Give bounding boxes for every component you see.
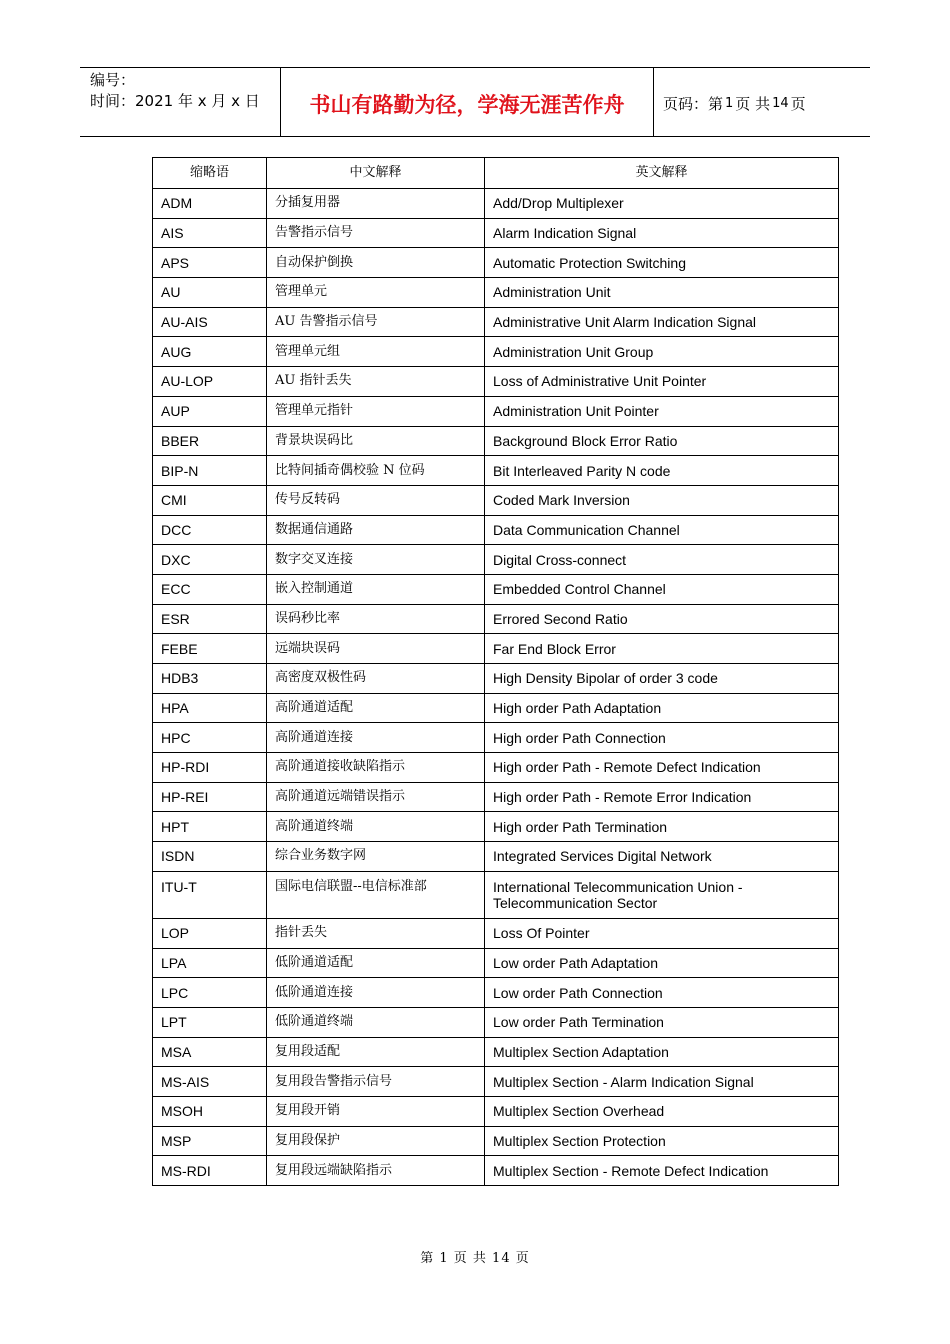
chinese-cell: 低阶通道适配 <box>267 948 485 978</box>
table-row <box>153 918 839 948</box>
table-row <box>153 515 839 545</box>
chinese-cell: 远端块误码 <box>267 634 485 664</box>
chinese-cell: 传号反转码 <box>267 485 485 515</box>
document-number: 编号： <box>90 71 136 89</box>
abbreviation-cell: HPA <box>153 693 267 723</box>
abbreviation-cell: AUG <box>153 337 267 367</box>
english-cell: Administration Unit <box>485 278 839 308</box>
table-row <box>153 1067 839 1097</box>
english-cell: Low order Path Termination <box>485 1007 839 1037</box>
abbreviation-cell: ISDN <box>153 842 267 872</box>
english-cell: Far End Block Error <box>485 634 839 664</box>
chinese-cell: 综合业务数字网 <box>267 842 485 872</box>
english-cell: Administration Unit Group <box>485 337 839 367</box>
chinese-cell: 高密度双极性码 <box>267 664 485 694</box>
chinese-cell: 复用段保护 <box>267 1126 485 1156</box>
english-cell: Bit Interleaved Parity N code <box>485 456 839 486</box>
english-cell: Loss of Administrative Unit Pointer <box>485 367 839 397</box>
table-row <box>153 1007 839 1037</box>
chinese-cell: AU 指针丢失 <box>267 367 485 397</box>
header-page-indicator <box>654 68 870 136</box>
chinese-cell: 管理单元 <box>267 278 485 308</box>
abbreviation-cell: FEBE <box>153 634 267 664</box>
english-cell: Low order Path Connection <box>485 978 839 1008</box>
english-cell: Loss Of Pointer <box>485 918 839 948</box>
chinese-cell: 数字交叉连接 <box>267 545 485 575</box>
chinese-cell: 复用段适配 <box>267 1037 485 1067</box>
abbreviation-cell: HP-REI <box>153 782 267 812</box>
english-cell: Data Communication Channel <box>485 515 839 545</box>
abbreviation-cell: LPC <box>153 978 267 1008</box>
english-cell: Digital Cross-connect <box>485 545 839 575</box>
abbreviation-cell: AIS <box>153 218 267 248</box>
abbreviation-cell: BIP-N <box>153 456 267 486</box>
english-cell: Multiplex Section - Alarm Indication Signal <box>485 1067 839 1097</box>
table-row <box>153 753 839 783</box>
table-row <box>153 396 839 426</box>
table-row <box>153 634 839 664</box>
abbreviation-cell: ECC <box>153 574 267 604</box>
table-row <box>153 1096 839 1126</box>
table-row <box>153 723 839 753</box>
chinese-cell: 复用段开销 <box>267 1096 485 1126</box>
page-suffix: 页 <box>790 94 806 113</box>
abbreviation-cell: MSOH <box>153 1096 267 1126</box>
chinese-cell: 自动保护倒换 <box>267 248 485 278</box>
page-current: 1 <box>725 95 734 111</box>
chinese-cell: 复用段告警指示信号 <box>267 1067 485 1097</box>
table-row <box>153 1126 839 1156</box>
abbreviation-cell: ADM <box>153 189 267 219</box>
english-cell: Low order Path Adaptation <box>485 948 839 978</box>
abbreviation-table <box>152 157 839 1186</box>
table-header-row <box>153 158 839 189</box>
chinese-cell: 高阶通道接收缺陷指示 <box>267 753 485 783</box>
abbreviation-cell: AUP <box>153 396 267 426</box>
table-row <box>153 812 839 842</box>
english-cell: Administration Unit Pointer <box>485 396 839 426</box>
table-row <box>153 426 839 456</box>
table-row <box>153 1156 839 1186</box>
table-row <box>153 367 839 397</box>
english-cell: High order Path - Remote Error Indication <box>485 782 839 812</box>
abbreviation-cell: HDB3 <box>153 664 267 694</box>
english-cell: Administrative Unit Alarm Indication Signal <box>485 307 839 337</box>
table-row <box>153 664 839 694</box>
page-prefix: 页码：第 <box>663 94 724 113</box>
table-row <box>153 337 839 367</box>
chinese-cell: 复用段远端缺陷指示 <box>267 1156 485 1186</box>
table-row <box>153 1037 839 1067</box>
abbreviation-cell: MSP <box>153 1126 267 1156</box>
table-row <box>153 604 839 634</box>
table-row <box>153 456 839 486</box>
chinese-cell: 高阶通道远端错误指示 <box>267 782 485 812</box>
abbreviation-cell: HP-RDI <box>153 753 267 783</box>
header-motto: 书山有路勤为径，学海无涯苦作舟 <box>281 68 654 136</box>
english-cell: International Telecommunication Union - Telecommunication Sector <box>485 871 839 918</box>
abbreviation-cell: AU-AIS <box>153 307 267 337</box>
table-row <box>153 248 839 278</box>
chinese-cell: 背景块误码比 <box>267 426 485 456</box>
english-cell: Background Block Error Ratio <box>485 426 839 456</box>
chinese-cell: 嵌入控制通道 <box>267 574 485 604</box>
abbreviation-cell: CMI <box>153 485 267 515</box>
abbreviation-cell: AU-LOP <box>153 367 267 397</box>
chinese-cell: 分插复用器 <box>267 189 485 219</box>
table-row <box>153 842 839 872</box>
english-cell: Errored Second Ratio <box>485 604 839 634</box>
english-cell: Multiplex Section - Remote Defect Indication <box>485 1156 839 1186</box>
english-cell: Multiplex Section Adaptation <box>485 1037 839 1067</box>
abbreviation-cell: HPT <box>153 812 267 842</box>
chinese-cell: 高阶通道连接 <box>267 723 485 753</box>
page-total: 14 <box>772 95 789 111</box>
english-cell: Coded Mark Inversion <box>485 485 839 515</box>
english-cell: Embedded Control Channel <box>485 574 839 604</box>
english-cell: Multiplex Section Overhead <box>485 1096 839 1126</box>
abbreviation-cell: BBER <box>153 426 267 456</box>
table-row <box>153 307 839 337</box>
abbreviation-cell: MS-AIS <box>153 1067 267 1097</box>
abbreviation-cell: DCC <box>153 515 267 545</box>
english-cell: Add/Drop Multiplexer <box>485 189 839 219</box>
chinese-cell: AU 告警指示信号 <box>267 307 485 337</box>
table-row <box>153 218 839 248</box>
header-meta <box>80 68 281 136</box>
abbreviation-cell: MS-RDI <box>153 1156 267 1186</box>
english-cell: High order Path Connection <box>485 723 839 753</box>
abbreviation-cell: ESR <box>153 604 267 634</box>
document-date: 时间：2021 年 x 月 x 日 <box>90 92 260 110</box>
table-row <box>153 978 839 1008</box>
abbreviation-cell: HPC <box>153 723 267 753</box>
chinese-cell: 国际电信联盟--电信标准部 <box>267 871 485 918</box>
abbreviation-cell: ITU-T <box>153 871 267 918</box>
english-cell: Automatic Protection Switching <box>485 248 839 278</box>
abbreviation-cell: MSA <box>153 1037 267 1067</box>
chinese-cell: 管理单元组 <box>267 337 485 367</box>
abbreviation-cell: AU <box>153 278 267 308</box>
chinese-cell: 告警指示信号 <box>267 218 485 248</box>
abbreviation-cell: LOP <box>153 918 267 948</box>
english-cell: Alarm Indication Signal <box>485 218 839 248</box>
chinese-cell: 误码秒比率 <box>267 604 485 634</box>
abbreviation-cell: DXC <box>153 545 267 575</box>
table-row <box>153 871 839 918</box>
page-footer: 第 1 页 共 14 页 <box>420 1251 530 1266</box>
english-cell: High Density Bipolar of order 3 code <box>485 664 839 694</box>
chinese-cell: 指针丢失 <box>267 918 485 948</box>
abbreviation-cell: APS <box>153 248 267 278</box>
chinese-cell: 数据通信通路 <box>267 515 485 545</box>
english-cell: Integrated Services Digital Network <box>485 842 839 872</box>
english-cell: High order Path Adaptation <box>485 693 839 723</box>
table-row <box>153 545 839 575</box>
column-header-abbreviation: 缩略语 <box>153 158 267 189</box>
chinese-cell: 管理单元指针 <box>267 396 485 426</box>
table-row <box>153 693 839 723</box>
table-body <box>153 189 839 1186</box>
table-row <box>153 782 839 812</box>
english-cell: High order Path Termination <box>485 812 839 842</box>
table-row <box>153 574 839 604</box>
table-row <box>153 278 839 308</box>
table-row <box>153 485 839 515</box>
english-cell: High order Path - Remote Defect Indication <box>485 753 839 783</box>
column-header-english: 英文解释 <box>485 158 839 189</box>
abbreviation-cell: LPA <box>153 948 267 978</box>
chinese-cell: 低阶通道终端 <box>267 1007 485 1037</box>
chinese-cell: 高阶通道适配 <box>267 693 485 723</box>
page-header <box>80 67 870 137</box>
chinese-cell: 低阶通道连接 <box>267 978 485 1008</box>
chinese-cell: 高阶通道终端 <box>267 812 485 842</box>
page-mid: 页 共 <box>735 94 771 113</box>
chinese-cell: 比特间插奇偶校验 N 位码 <box>267 456 485 486</box>
table-row <box>153 189 839 219</box>
table-row <box>153 948 839 978</box>
column-header-chinese: 中文解释 <box>267 158 485 189</box>
abbreviation-cell: LPT <box>153 1007 267 1037</box>
english-cell: Multiplex Section Protection <box>485 1126 839 1156</box>
